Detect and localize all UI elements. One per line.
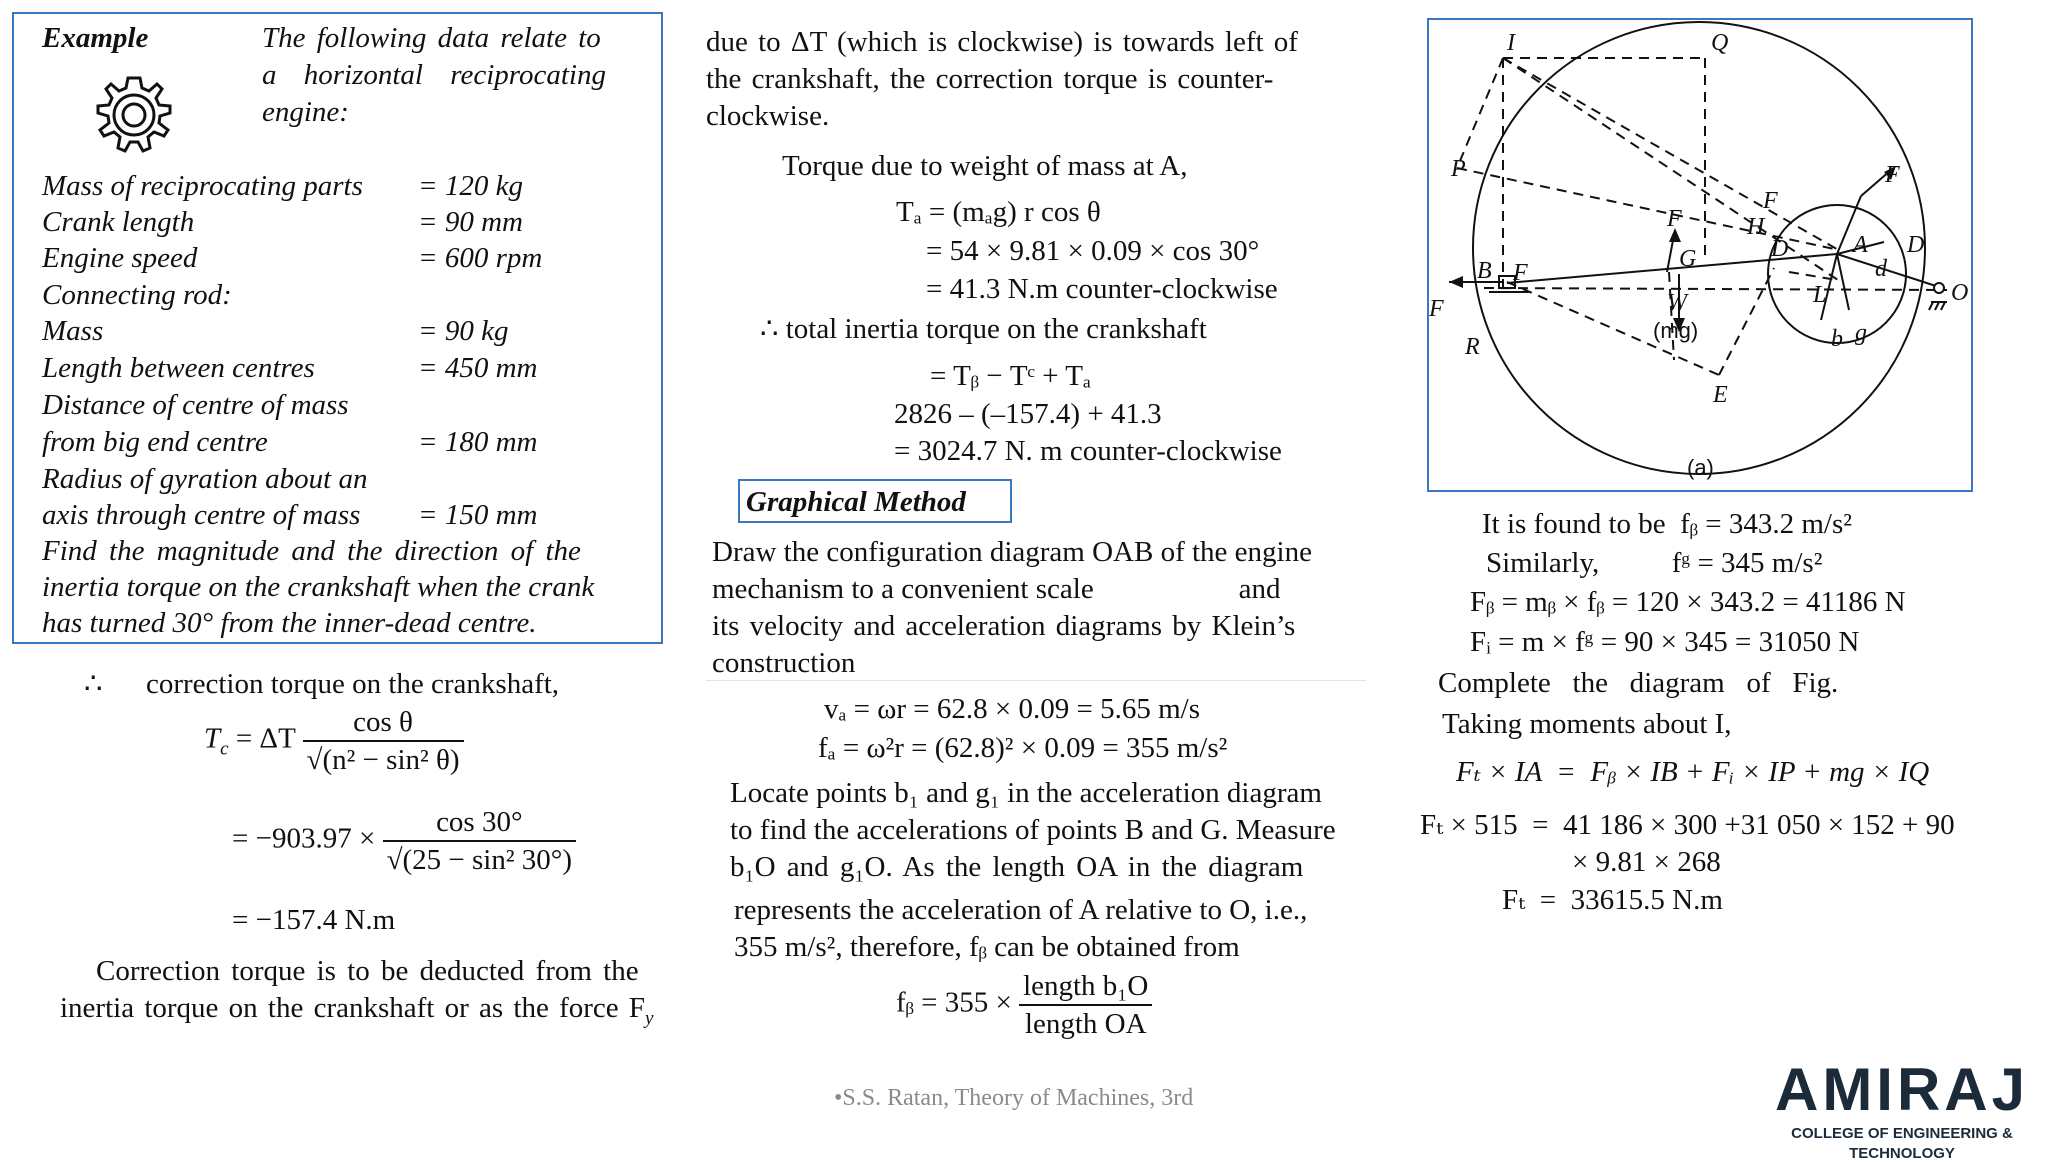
total-line: = Tᵦ − Tᶜ + Tₐ xyxy=(930,360,1091,392)
label-Fb-left: F xyxy=(1429,296,1444,322)
force-fb: Fᵦ = mᵦ × fᵦ = 120 × 343.2 = 41186 N xyxy=(1470,586,1906,618)
data-label: Crank length xyxy=(42,206,195,238)
label-Q: Q xyxy=(1711,30,1729,56)
label-D2: D xyxy=(1907,232,1925,258)
label-Fi: F xyxy=(1667,206,1682,232)
data-label: Mass of reciprocating parts xyxy=(42,170,363,202)
step2-numerator: cos 30° xyxy=(383,804,576,842)
tc-equals: = ΔT xyxy=(235,722,296,755)
label-Fb-top: F xyxy=(1513,260,1528,286)
tc-formula xyxy=(204,704,464,778)
citation: •S.S. Ratan, Theory of Machines, 3rd xyxy=(834,1085,1194,1111)
label-B: B xyxy=(1477,258,1492,284)
label-mg: (mg) xyxy=(1653,318,1699,343)
moment-values: Fₜ × 515 = 41 186 × 300 +31 050 × 152 + 90 xyxy=(1420,809,1955,841)
tc-result: = −157.4 N.m xyxy=(232,904,396,936)
draw-para-line: construction xyxy=(712,647,856,679)
data-value: = 90 mm xyxy=(418,206,523,238)
label-g1: g xyxy=(1855,320,1867,346)
label-d1: d xyxy=(1875,256,1887,282)
draw-para-line: mechanism to a convenient scale and xyxy=(712,573,1281,605)
data-label: axis through centre of mass xyxy=(42,499,361,531)
example-intro-2: a horizontal reciprocating xyxy=(262,59,606,91)
label-G: G xyxy=(1679,246,1697,272)
locate-para-line: represents the acceleration of A relative to O, i.e., xyxy=(734,894,1308,926)
logo-tagline: COLLEGE OF ENGINEERING & TECHNOLOGY xyxy=(1791,1125,2013,1162)
divider xyxy=(706,680,1366,681)
data-value: = 600 rpm xyxy=(418,242,543,274)
data-value: = 180 mm xyxy=(418,426,538,458)
middle-para-line: due to ΔT (which is clockwise) is towards left of xyxy=(706,26,1298,58)
figure-caption: (a) xyxy=(1687,455,1714,480)
gear-icon xyxy=(86,72,182,168)
tc-numerator: cos θ xyxy=(303,704,464,742)
label-E: E xyxy=(1713,382,1728,408)
klein-construction-diagram xyxy=(1429,20,1971,490)
locate-para-line: to find the accelerations of points B and G. Measure xyxy=(730,814,1336,846)
label-A: A xyxy=(1853,232,1868,258)
label-Ft: F xyxy=(1885,162,1900,188)
middle-para-line: clockwise. xyxy=(706,100,830,132)
logo-name: AMIRAJ xyxy=(1774,1056,2029,1123)
fb-lhs: fᵦ = 355 × xyxy=(896,986,1012,1019)
data-label: Radius of gyration about an xyxy=(42,463,368,495)
data-label: Distance of centre of mass xyxy=(42,389,349,421)
result-fb: It is found to be fᵦ = 343.2 m/s² xyxy=(1482,508,1852,540)
data-label: Engine speed xyxy=(42,242,198,274)
label-I: I xyxy=(1507,30,1515,56)
correction-torque-intro: ∴ correction torque on the crankshaft, xyxy=(84,668,560,700)
data-label: Length between centres xyxy=(42,352,315,384)
step2-lhs: = −903.97 × xyxy=(232,822,376,855)
taking-moments: Taking moments about I, xyxy=(1442,708,1732,740)
fb-fraction xyxy=(1019,968,1152,1042)
moment-equation: Fₜ × IA = Fᵦ × IB + Fᵢ × IP + mg × IQ xyxy=(1456,756,1930,788)
locate-para-line: 355 m/s², therefore, fᵦ can be obtained from xyxy=(734,931,1240,963)
result-fg: Similarly, fᵍ = 345 m/s² xyxy=(1486,547,1823,579)
middle-para-line: the crankshaft, the correction torque is counter- xyxy=(706,63,1274,95)
example-intro-3: engine: xyxy=(262,96,349,128)
data-label: Connecting rod: xyxy=(42,279,232,311)
fb-numerator: length b₁O xyxy=(1019,968,1152,1006)
label-H: H xyxy=(1747,214,1765,240)
label-O: O xyxy=(1951,280,1969,306)
example-heading: Example xyxy=(42,22,149,54)
question-line: has turned 30° from the inner-dead centre. xyxy=(42,607,537,639)
tc-subscript: c xyxy=(220,738,229,760)
data-value: = 120 kg xyxy=(418,170,523,202)
data-value: = 150 mm xyxy=(418,499,538,531)
total-line: = 3024.7 N. m counter-clockwise xyxy=(894,435,1282,467)
complete-diagram: Complete the diagram of Fig. xyxy=(1438,667,1839,699)
note-subscript: y xyxy=(645,1007,654,1029)
moment-values-cont: × 9.81 × 268 xyxy=(1572,846,1721,878)
force-fi: Fᵢ = m × fᵍ = 90 × 345 = 31050 N xyxy=(1470,626,1860,658)
data-label: Mass xyxy=(42,315,104,347)
pivot-o xyxy=(1934,283,1944,293)
locate-para-line: Locate points b₁ and g₁ in the acceleration diagram xyxy=(730,777,1322,809)
label-b1: b xyxy=(1831,326,1843,352)
tc-fraction xyxy=(303,704,464,778)
torque-intro: Torque due to weight of mass at A, xyxy=(782,150,1188,182)
draw-para-line: its velocity and acceleration diagrams by Klein’s xyxy=(712,610,1296,642)
tc-symbol: T xyxy=(204,722,221,755)
data-value: = 90 kg xyxy=(418,315,509,347)
question-line: inertia torque on the crankshaft when the crank xyxy=(42,571,595,603)
label-P: P xyxy=(1451,156,1466,182)
note-line: Correction torque is to be deducted from the xyxy=(96,955,639,987)
tc-step2 xyxy=(232,804,576,878)
note-line xyxy=(60,990,653,1037)
data-label: from big end centre xyxy=(42,426,268,458)
ft-result: Fₜ = 33615.5 N.m xyxy=(1502,884,1723,916)
label-D1: D xyxy=(1771,236,1789,262)
fb-denominator: length OA xyxy=(1024,1008,1147,1040)
locate-para-line: b₁O and g₁O. As the length OA in the diagram xyxy=(730,851,1304,883)
step2-denominator: √(25 − sin² 30°) xyxy=(386,844,573,876)
label-Fr: F xyxy=(1763,188,1778,214)
total-intro: ∴ total inertia torque on the crankshaft xyxy=(760,313,1207,345)
step2-fraction xyxy=(383,804,576,878)
label-W: W xyxy=(1667,290,1687,316)
tc-denominator: √(n² − sin² θ) xyxy=(306,744,460,776)
label-L: L xyxy=(1813,282,1827,308)
fb-formula xyxy=(896,968,1152,1042)
va-line: vₐ = ωr = 62.8 × 0.09 = 5.65 m/s xyxy=(824,693,1200,725)
label-Rb: R xyxy=(1465,334,1480,360)
data-value: = 450 mm xyxy=(418,352,538,384)
total-line: 2826 – (–157.4) + 41.3 xyxy=(894,398,1162,430)
question-line: Find the magnitude and the direction of the xyxy=(42,535,581,567)
draw-para-line: Draw the configuration diagram OAB of the engine xyxy=(712,536,1312,568)
ta-line: = 41.3 N.m counter-clockwise xyxy=(926,273,1278,305)
note-line-text: inertia torque on the crankshaft or as the force F xyxy=(60,992,646,1024)
ta-line: = 54 × 9.81 × 0.09 × cos 30° xyxy=(926,235,1260,267)
fa-line: fₐ = ω²r = (62.8)² × 0.09 = 355 m/s² xyxy=(818,732,1228,764)
amiraj-logo xyxy=(1760,1056,2044,1162)
example-intro-1: The following data relate to xyxy=(262,22,601,54)
graphical-method-title: Graphical Method xyxy=(746,486,966,518)
ta-line: Tₐ = (mₐg) r cos θ xyxy=(896,196,1101,228)
